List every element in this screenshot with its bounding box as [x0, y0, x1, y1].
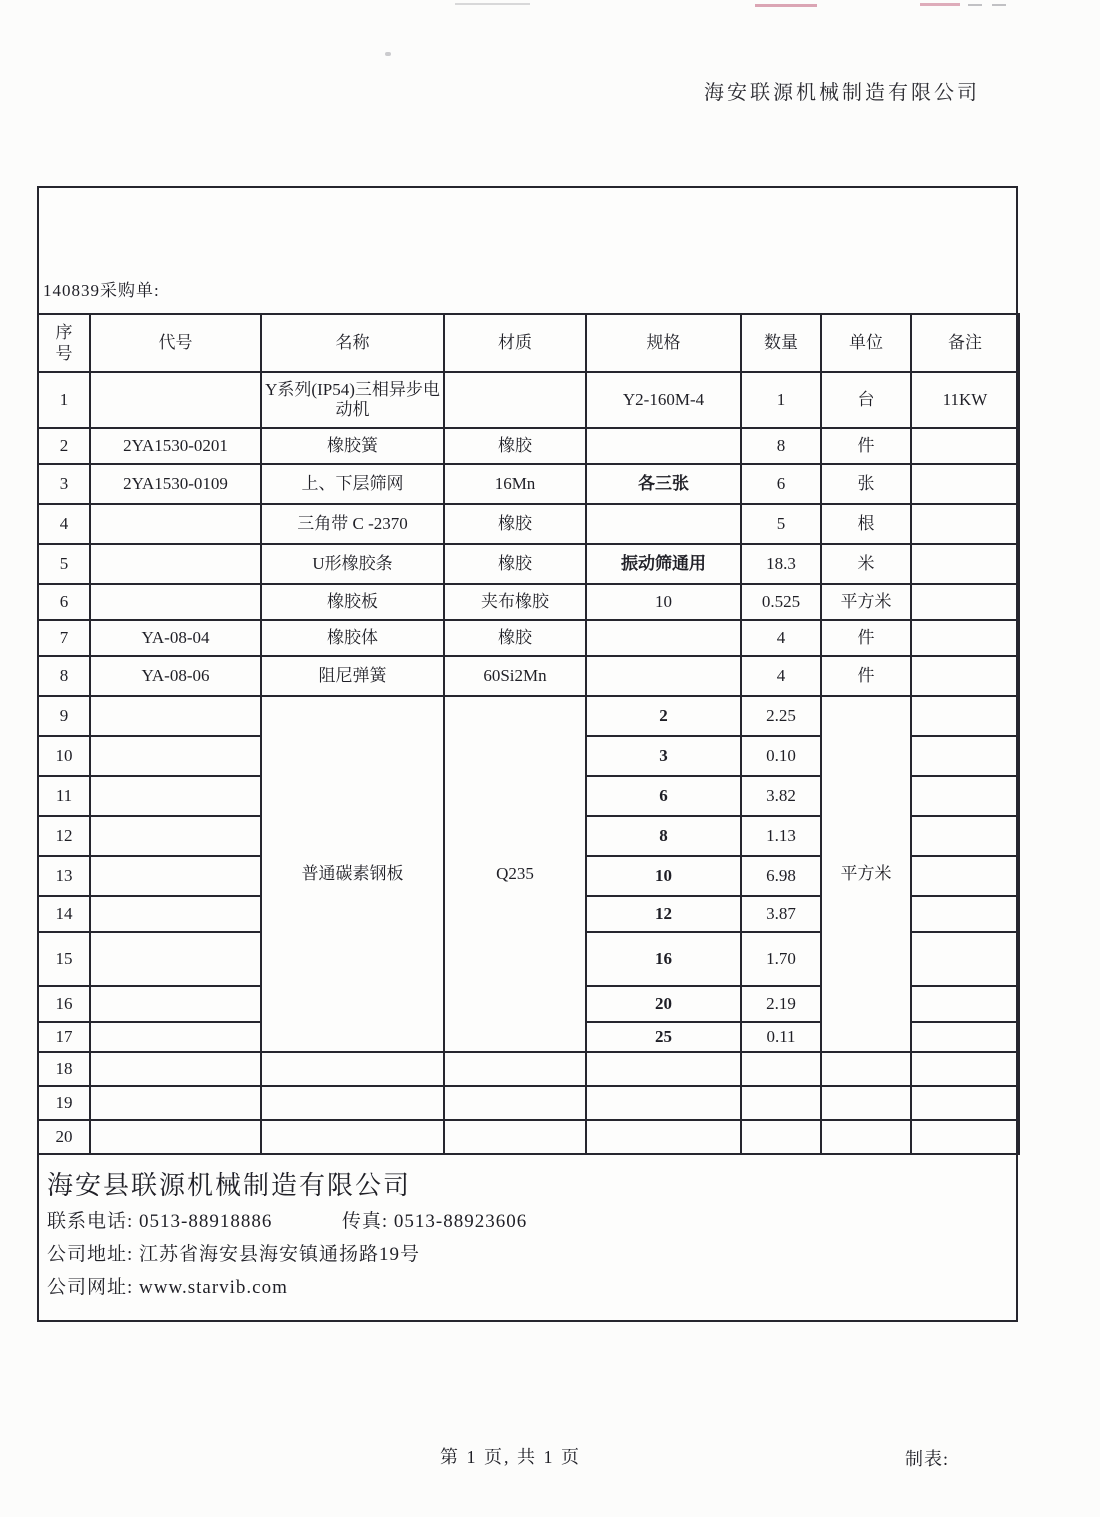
table-header-row	[38, 314, 1019, 372]
table-row	[38, 372, 1019, 428]
cell-qty: 3.87	[741, 896, 821, 932]
cell-seq: 17	[38, 1022, 90, 1052]
cell-note	[911, 504, 1019, 544]
cell-qty: 0.11	[741, 1022, 821, 1052]
cell-name	[261, 1120, 444, 1154]
cell-seq: 1	[38, 372, 90, 428]
cell-qty: 3.82	[741, 776, 821, 816]
cell-code	[90, 504, 261, 544]
table-row	[38, 1120, 1019, 1154]
cell-code: 2YA1530-0201	[90, 428, 261, 464]
cell-note	[911, 986, 1019, 1022]
cell-code	[90, 1022, 261, 1052]
website-line	[47, 1272, 1016, 1299]
cell-unit: 平方米	[821, 584, 911, 620]
cell-note	[911, 776, 1019, 816]
cell-note	[911, 856, 1019, 896]
cell-code: YA-08-06	[90, 656, 261, 696]
scan-artifact	[920, 3, 960, 6]
footer-company-name: 海安县联源机械制造有限公司	[47, 1171, 412, 1200]
cell-note	[911, 816, 1019, 856]
cell-code	[90, 856, 261, 896]
cell-material: 橡胶	[444, 428, 586, 464]
cell-unit	[821, 1120, 911, 1154]
cell-name: Y系列(IP54)三相异步电动机	[261, 372, 444, 428]
cell-qty	[741, 1086, 821, 1120]
cell-qty: 4	[741, 620, 821, 656]
cell-material-merged: Q235	[444, 696, 586, 1052]
address-value: 江苏省海安县海安镇通扬路19号	[139, 1244, 421, 1265]
cell-unit: 米	[821, 544, 911, 584]
cell-code	[90, 372, 261, 428]
scan-artifact	[992, 4, 1006, 6]
cell-material	[444, 1086, 586, 1120]
cell-material: 橡胶	[444, 544, 586, 584]
cell-seq: 2	[38, 428, 90, 464]
cell-qty	[741, 1052, 821, 1086]
cell-seq: 7	[38, 620, 90, 656]
table-row	[38, 696, 1019, 736]
page-number: 第 1 页, 共 1 页	[440, 1447, 581, 1467]
cell-seq: 10	[38, 736, 90, 776]
cell-unit: 件	[821, 428, 911, 464]
address-line	[47, 1239, 1016, 1266]
cell-qty: 2.19	[741, 986, 821, 1022]
cell-qty	[741, 1120, 821, 1154]
column-header-note: 备注	[911, 314, 1019, 372]
phone-label: 联系电话:	[47, 1211, 134, 1232]
cell-code	[90, 696, 261, 736]
cell-qty: 8	[741, 428, 821, 464]
column-header-seq	[38, 314, 90, 372]
scan-artifact	[968, 4, 982, 6]
cell-code: YA-08-04	[90, 620, 261, 656]
table-row	[38, 1086, 1019, 1120]
website-label: 公司网址:	[47, 1277, 134, 1298]
cell-spec: Y2-160M-4	[586, 372, 741, 428]
scan-artifact	[385, 52, 391, 56]
cell-name: U形橡胶条	[261, 544, 444, 584]
cell-note	[911, 1086, 1019, 1120]
cell-material	[444, 372, 586, 428]
cell-spec: 20	[586, 986, 741, 1022]
cell-note	[911, 1052, 1019, 1086]
cell-qty: 4	[741, 656, 821, 696]
cell-spec: 各三张	[586, 464, 741, 504]
table-row	[38, 464, 1019, 504]
cell-spec: 振动筛通用	[586, 544, 741, 584]
cell-seq: 9	[38, 696, 90, 736]
cell-note: 11KW	[911, 372, 1019, 428]
cell-spec: 10	[586, 856, 741, 896]
cell-code	[90, 1120, 261, 1154]
table-row	[38, 584, 1019, 620]
cell-spec	[586, 1086, 741, 1120]
cell-material	[444, 1052, 586, 1086]
cell-code	[90, 544, 261, 584]
cell-seq: 3	[38, 464, 90, 504]
column-header-material: 材质	[444, 314, 586, 372]
cell-note	[911, 696, 1019, 736]
cell-seq: 20	[38, 1120, 90, 1154]
column-header-code: 代号	[90, 314, 261, 372]
cell-code	[90, 1086, 261, 1120]
cell-spec: 3	[586, 736, 741, 776]
cell-name: 阻尼弹簧	[261, 656, 444, 696]
cell-seq: 4	[38, 504, 90, 544]
cell-code	[90, 816, 261, 856]
cell-name: 上、下层筛网	[261, 464, 444, 504]
cell-unit: 件	[821, 620, 911, 656]
cell-material: 橡胶	[444, 620, 586, 656]
cell-seq: 14	[38, 896, 90, 932]
cell-seq: 15	[38, 932, 90, 986]
cell-note	[911, 656, 1019, 696]
tabulator-label: 制表:	[905, 1449, 950, 1469]
cell-qty: 0.10	[741, 736, 821, 776]
cell-spec	[586, 1120, 741, 1154]
company-info-block	[39, 1155, 1016, 1305]
cell-spec	[586, 428, 741, 464]
cell-unit: 根	[821, 504, 911, 544]
cell-note	[911, 464, 1019, 504]
cell-spec	[586, 504, 741, 544]
cell-code: 2YA1530-0109	[90, 464, 261, 504]
cell-seq: 5	[38, 544, 90, 584]
cell-unit: 台	[821, 372, 911, 428]
cell-unit	[821, 1086, 911, 1120]
cell-spec: 2	[586, 696, 741, 736]
cell-spec: 12	[586, 896, 741, 932]
cell-note	[911, 896, 1019, 932]
cell-name-merged: 普通碳素钢板	[261, 696, 444, 1052]
document-title: 140839采购单:	[43, 281, 160, 300]
cell-seq: 13	[38, 856, 90, 896]
cell-material: 16Mn	[444, 464, 586, 504]
cell-material: 橡胶	[444, 504, 586, 544]
cell-seq: 12	[38, 816, 90, 856]
column-header-qty: 数量	[741, 314, 821, 372]
cell-seq: 16	[38, 986, 90, 1022]
cell-qty: 0.525	[741, 584, 821, 620]
cell-spec	[586, 1052, 741, 1086]
cell-name	[261, 1086, 444, 1120]
table-row	[38, 504, 1019, 544]
cell-qty: 5	[741, 504, 821, 544]
table-row	[38, 656, 1019, 696]
cell-name: 三角带 C -2370	[261, 504, 444, 544]
cell-spec: 25	[586, 1022, 741, 1052]
cell-unit-merged: 平方米	[821, 696, 911, 1052]
cell-code	[90, 584, 261, 620]
column-header-label: 序号	[55, 322, 73, 363]
cell-spec	[586, 620, 741, 656]
cell-note	[911, 544, 1019, 584]
cell-note	[911, 1022, 1019, 1052]
table-row	[38, 620, 1019, 656]
cell-seq: 11	[38, 776, 90, 816]
table-row	[38, 1052, 1019, 1086]
cell-code	[90, 1052, 261, 1086]
table-row	[38, 428, 1019, 464]
cell-qty: 6.98	[741, 856, 821, 896]
cell-spec: 16	[586, 932, 741, 986]
cell-name: 橡胶簧	[261, 428, 444, 464]
cell-material: 60Si2Mn	[444, 656, 586, 696]
column-header-name: 名称	[261, 314, 444, 372]
cell-name: 橡胶板	[261, 584, 444, 620]
cell-spec: 6	[586, 776, 741, 816]
cell-note	[911, 428, 1019, 464]
purchase-order-table	[37, 313, 1020, 1155]
cell-qty: 1	[741, 372, 821, 428]
cell-code	[90, 932, 261, 986]
cell-unit: 件	[821, 656, 911, 696]
header-company-name: 海安联源机械制造有限公司	[704, 82, 980, 104]
cell-material	[444, 1120, 586, 1154]
cell-spec	[586, 656, 741, 696]
cell-code	[90, 986, 261, 1022]
cell-seq: 8	[38, 656, 90, 696]
cell-unit	[821, 1052, 911, 1086]
table-row	[38, 544, 1019, 584]
scan-artifact	[455, 3, 530, 5]
cell-code	[90, 736, 261, 776]
cell-note	[911, 1120, 1019, 1154]
cell-note	[911, 932, 1019, 986]
cell-qty: 6	[741, 464, 821, 504]
column-header-spec: 规格	[586, 314, 741, 372]
cell-seq: 18	[38, 1052, 90, 1086]
cell-seq: 6	[38, 584, 90, 620]
cell-note	[911, 620, 1019, 656]
address-label: 公司地址:	[47, 1244, 134, 1265]
column-header-unit: 单位	[821, 314, 911, 372]
cell-qty: 1.70	[741, 932, 821, 986]
cell-code	[90, 776, 261, 816]
cell-spec: 10	[586, 584, 741, 620]
cell-unit: 张	[821, 464, 911, 504]
cell-seq: 19	[38, 1086, 90, 1120]
cell-spec: 8	[586, 816, 741, 856]
phone-fax-line	[47, 1206, 1016, 1233]
cell-qty: 1.13	[741, 816, 821, 856]
cell-qty: 2.25	[741, 696, 821, 736]
cell-code	[90, 896, 261, 932]
fax-value: 0513-88923606	[393, 1211, 528, 1232]
fax-label: 传真:	[341, 1211, 389, 1232]
phone-value: 0513-88918886	[139, 1211, 273, 1232]
cell-material: 夹布橡胶	[444, 584, 586, 620]
cell-note	[911, 584, 1019, 620]
cell-note	[911, 736, 1019, 776]
cell-qty: 18.3	[741, 544, 821, 584]
scan-artifact	[755, 4, 817, 7]
purchase-order-sheet	[37, 186, 1018, 1322]
cell-name: 橡胶体	[261, 620, 444, 656]
cell-name	[261, 1052, 444, 1086]
website-value: www.starvib.com	[139, 1277, 288, 1298]
